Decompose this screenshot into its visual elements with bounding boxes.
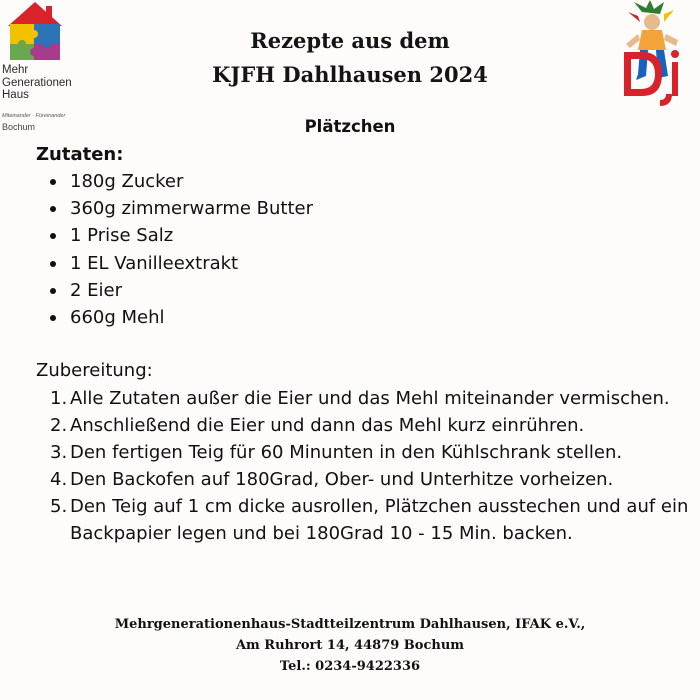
- list-item: 1 Prise Salz: [48, 222, 313, 249]
- title-line-2: KJFH Dahlhausen 2024: [212, 62, 488, 87]
- ingredients-list: [48, 168, 313, 331]
- recipe-name: Plätzchen: [304, 117, 396, 136]
- step-text: Den Teig auf 1 cm dicke ausrollen, Plätzchen ausstechen und auf ein Backpapier legen und bei 180Grad 10 - 15 Min. backen.: [70, 496, 689, 544]
- step-number: 3.: [50, 442, 68, 463]
- footer-organization: Mehrgenerationenhaus-Stadtteilzentrum Dahlhausen, IFAK e.V.,: [114, 617, 586, 632]
- list-item: [50, 412, 690, 439]
- step-text: Den fertigen Teig für 60 Minunten in den Kühlschrank stellen.: [70, 442, 623, 463]
- step-text: Den Backofen auf 180Grad, Ober- und Unterhitze vorheizen.: [70, 469, 614, 490]
- step-number: 2.: [50, 415, 68, 436]
- list-item: [50, 439, 690, 466]
- dj-mascot-logo: [612, 0, 700, 110]
- list-item: [50, 493, 690, 547]
- logo-tagline: Miteinander · Füreinander: [2, 113, 66, 119]
- list-item: [50, 385, 690, 412]
- step-number: 1.: [50, 388, 68, 409]
- ingredients-heading: Zutaten:: [36, 144, 124, 165]
- list-item: 180g Zucker: [48, 168, 313, 195]
- list-item: 1 EL Vanilleextrakt: [48, 250, 313, 277]
- footer-phone: Tel.: 0234-9422336: [279, 659, 421, 674]
- logo-wordmark: Mehr Generationen Haus: [2, 64, 72, 101]
- preparation-heading: Zubereitung:: [36, 360, 153, 381]
- step-text: Alle Zutaten außer die Eier und das Mehl miteinander vermischen.: [70, 388, 670, 409]
- list-item: 2 Eier: [48, 277, 313, 304]
- list-item: [50, 466, 690, 493]
- step-number: 5.: [50, 496, 68, 517]
- list-item: 660g Mehl: [48, 304, 313, 331]
- list-item: 360g zimmerwarme Butter: [48, 195, 313, 222]
- step-text: Anschließend die Eier und dann das Mehl kurz einrühren.: [70, 415, 585, 436]
- preparation-steps: [50, 385, 690, 547]
- logo-city: Bochum: [2, 122, 36, 132]
- title-line-1: Rezepte aus dem: [250, 28, 450, 53]
- footer-address: Am Ruhrort 14, 44879 Bochum: [235, 638, 465, 653]
- step-number: 4.: [50, 469, 68, 490]
